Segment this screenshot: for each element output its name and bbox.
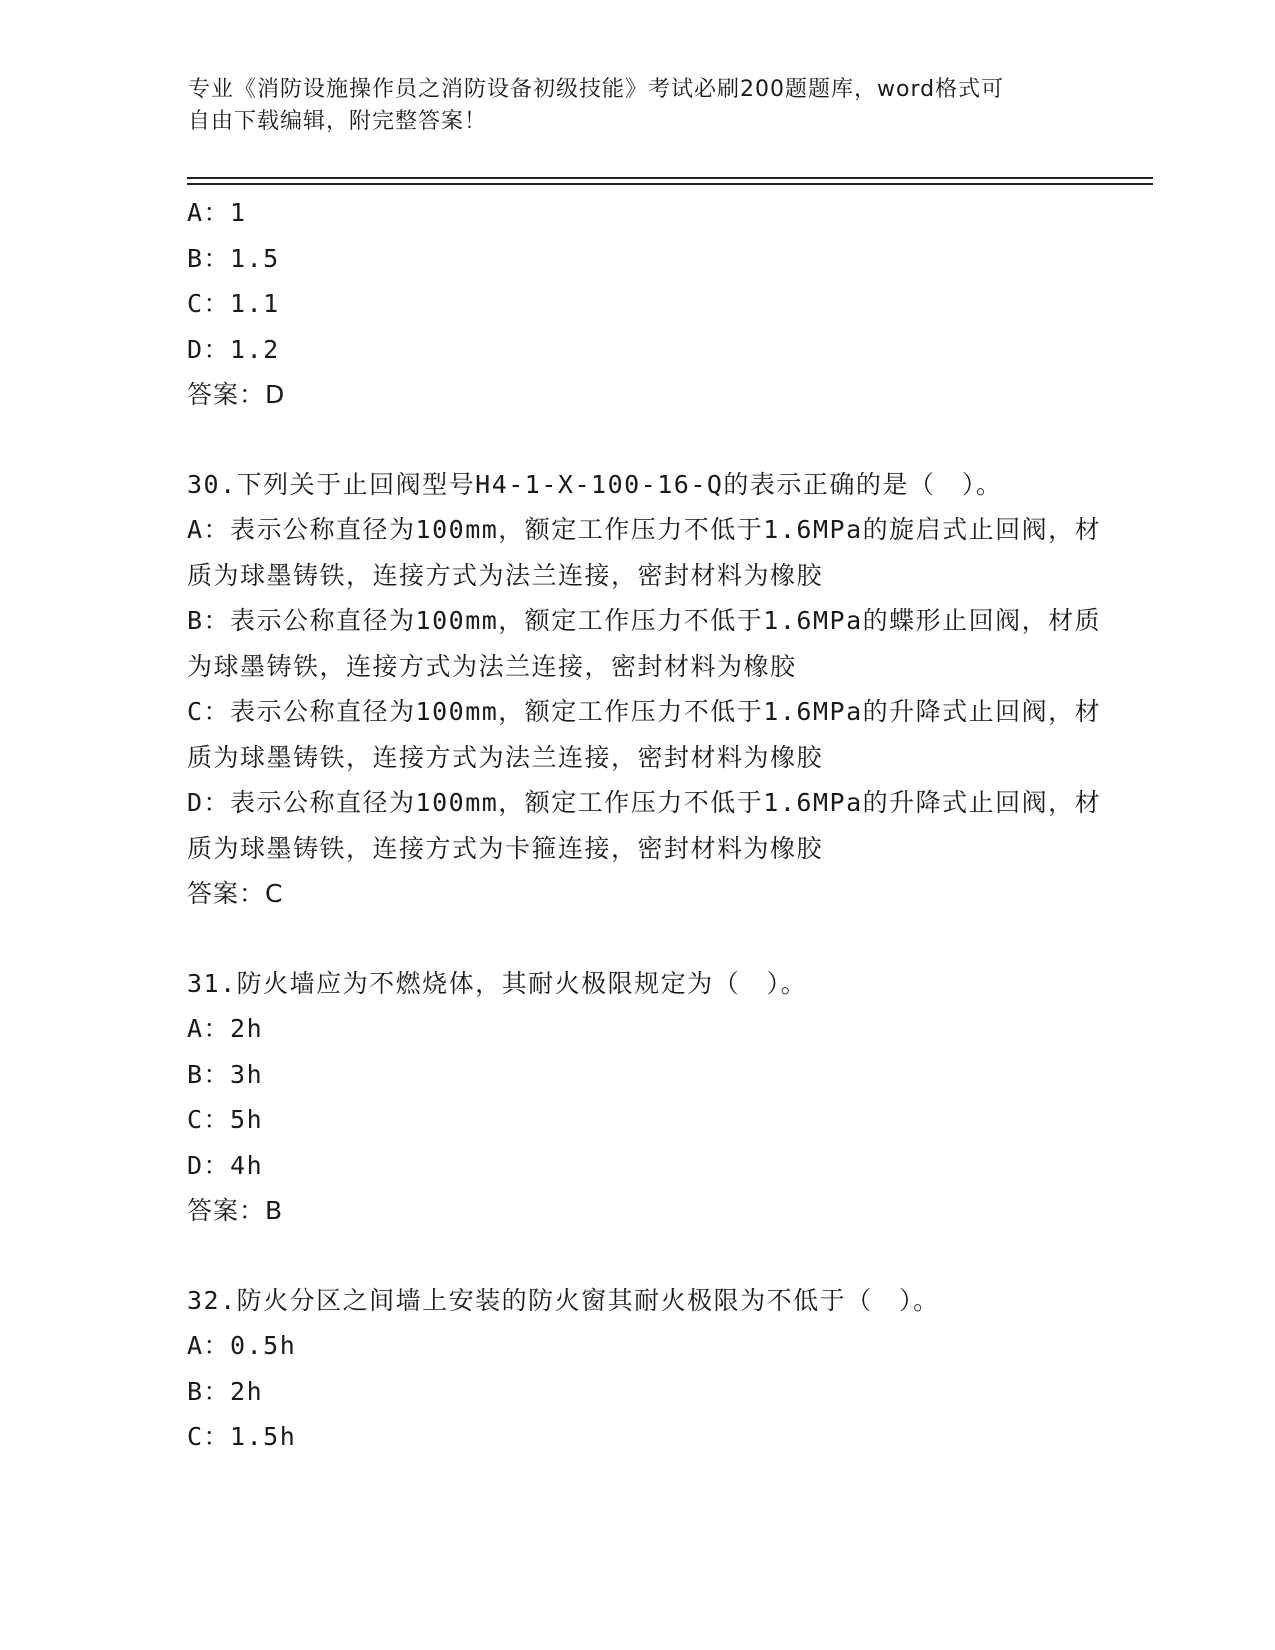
option-a: A：0.5h	[187, 1331, 297, 1360]
spacer	[187, 917, 1117, 961]
option-c: C：1.5h	[187, 1422, 297, 1451]
option-d: D：4h	[187, 1150, 264, 1180]
option-c: C：表示公称直径为100mm，额定工作压力不低于1.6MPa的升降式止回阀，材质为球墨铸铁，连接方式为法兰连接，密封材料为橡胶	[187, 697, 1102, 772]
option-a: A：1	[187, 198, 247, 227]
question-text: 32.防火分区之间墙上安装的防火窗其耐火极限为不低于（ ）。	[187, 1285, 940, 1315]
question-32	[187, 1278, 1117, 1460]
header-title-line-1: 专业《消防设施操作员之消防设备初级技能》考试必刷200题题库，word格式可	[188, 77, 1005, 102]
spacer	[187, 418, 1117, 462]
question-29	[187, 190, 1117, 418]
question-text: 31.防火墙应为不燃烧体，其耐火极限规定为（ ）。	[187, 968, 808, 998]
option-d: D：1.2	[187, 334, 280, 364]
option-b: B：1.5	[187, 243, 280, 273]
question-30	[187, 462, 1117, 917]
option-b: B：表示公称直径为100mm，额定工作压力不低于1.6MPa的蝶形止回阀，材质为球墨铸铁，连接方式为法兰连接，密封材料为橡胶	[187, 606, 1102, 681]
option-c: C：1.1	[187, 289, 280, 318]
answer: 答案：D	[187, 380, 286, 409]
header-title-line-2: 自由下载编辑，附完整答案！	[188, 109, 488, 134]
question-31	[187, 961, 1117, 1234]
option-d: D：表示公称直径为100mm，额定工作压力不低于1.6MPa的升降式止回阀，材质为球墨铸铁，连接方式为卡箍连接，密封材料为橡胶	[187, 788, 1102, 863]
option-b: B：2h	[187, 1376, 264, 1406]
question-text: 30.下列关于止回阀型号H4-1-X-100-16-Q的表示正确的是（ ）。	[187, 469, 1003, 499]
document-header	[188, 74, 1068, 138]
option-c: C：5h	[187, 1105, 264, 1134]
option-a: A：表示公称直径为100mm，额定工作压力不低于1.6MPa的旋启式止回阀，材质为球墨铸铁，连接方式为法兰连接，密封材料为橡胶	[187, 515, 1102, 590]
option-a: A：2h	[187, 1014, 264, 1043]
spacer	[187, 1234, 1117, 1278]
answer: 答案：C	[187, 879, 284, 908]
question-list	[187, 190, 1117, 1460]
option-b: B：3h	[187, 1059, 264, 1089]
answer: 答案：B	[187, 1196, 284, 1225]
header-divider-bottom	[187, 183, 1153, 185]
header-divider-top	[187, 177, 1153, 179]
